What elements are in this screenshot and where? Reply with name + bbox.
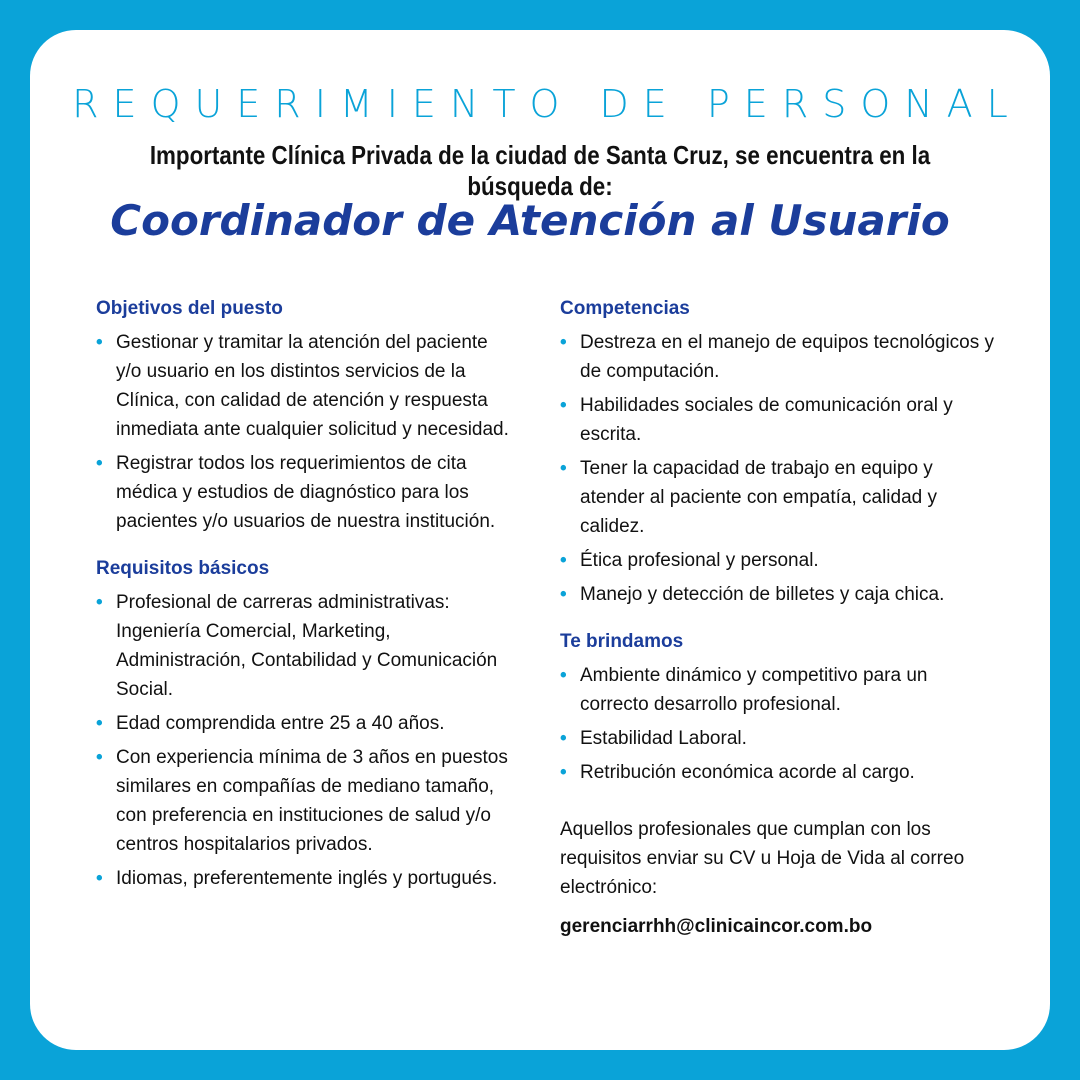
- list-item: [560, 580, 1000, 609]
- contact-email[interactable]: gerenciarrhh@clinicaincor.com.bo: [560, 916, 873, 937]
- list-item: [96, 588, 516, 704]
- list-item: [560, 546, 1000, 575]
- bullet-icon: •: [96, 868, 103, 889]
- bullet-icon: •: [96, 747, 103, 768]
- objectives-heading: Objetivos del puesto: [96, 298, 283, 319]
- list-item-text: Tener la capacidad de trabajo en equipo y atender al paciente con empatía, calidad y calidez.: [580, 458, 938, 537]
- bullet-icon: •: [96, 713, 103, 734]
- requirements-heading: Requisitos básicos: [96, 558, 270, 579]
- list-item: [96, 864, 516, 893]
- benefits-list: [560, 661, 1000, 787]
- list-item-text: Con experiencia mínima de 3 años en puestos similares en compañías de mediano tamaño, con preferencia en instituciones de salud y/o centros hospitalarios privados.: [116, 747, 508, 855]
- list-item: [96, 743, 516, 859]
- list-item-text: Gestionar y tramitar la atención del paciente y/o usuario en los distintos servicios de la Clínica, con calidad de atención y respuesta inmediata ante cualquier solicitud y necesidad.: [116, 332, 509, 440]
- right-column: [560, 298, 1000, 938]
- list-item: [560, 724, 1000, 753]
- bullet-icon: •: [560, 665, 567, 686]
- list-item: [560, 661, 1000, 719]
- bullet-icon: •: [560, 395, 567, 416]
- bullet-icon: •: [560, 458, 567, 479]
- benefits-heading: Te brindamos: [560, 631, 684, 652]
- bullet-icon: •: [560, 584, 567, 605]
- bullet-icon: •: [560, 332, 567, 353]
- list-item-text: Profesional de carreras administrativas: Ingeniería Comercial, Marketing, Administración, Contabilidad y Comunicación Social.: [116, 592, 498, 700]
- bullet-icon: •: [96, 332, 103, 353]
- list-item-text: Destreza en el manejo de equipos tecnológicos y de computación.: [580, 332, 995, 382]
- list-item: [560, 391, 1000, 449]
- bullet-icon: •: [560, 550, 567, 571]
- job-title: Coordinador de Atención al Usuario: [110, 196, 950, 245]
- list-item: [96, 709, 516, 738]
- bullet-icon: •: [560, 728, 567, 749]
- requirements-list: [96, 588, 516, 893]
- list-item-text: Retribución económica acorde al cargo.: [580, 762, 915, 783]
- list-item-text: Ambiente dinámico y competitivo para un correcto desarrollo profesional.: [580, 665, 928, 715]
- objectives-list: [96, 328, 516, 536]
- list-item: [96, 449, 516, 536]
- list-item: [96, 328, 516, 444]
- list-item: [560, 454, 1000, 541]
- bullet-icon: •: [96, 592, 103, 613]
- intro-text: Importante Clínica Privada de la ciudad de Santa Cruz, se encuentra en la búsqueda de:: [149, 140, 931, 201]
- competencies-list: [560, 328, 1000, 609]
- list-item-text: Idiomas, preferentemente inglés y portugués.: [116, 868, 498, 889]
- left-column: [96, 298, 516, 915]
- list-item-text: Estabilidad Laboral.: [580, 728, 747, 749]
- job-posting-card: [30, 30, 1050, 1050]
- list-item: [560, 758, 1000, 787]
- bullet-icon: •: [96, 453, 103, 474]
- list-item: [560, 328, 1000, 386]
- list-item-text: Edad comprendida entre 25 a 40 años.: [116, 713, 445, 734]
- list-item-text: Ética profesional y personal.: [580, 550, 819, 571]
- bullet-icon: •: [560, 762, 567, 783]
- list-item-text: Habilidades sociales de comunicación oral y escrita.: [580, 395, 953, 445]
- contact-text: Aquellos profesionales que cumplan con los requisitos enviar su CV u Hoja de Vida al correo electrónico:: [560, 819, 965, 898]
- page-title: REQUERIMIENTO DE PERSONAL: [72, 82, 1022, 126]
- competencies-heading: Competencias: [560, 298, 690, 319]
- list-item-text: Manejo y detección de billetes y caja chica.: [580, 584, 945, 605]
- list-item-text: Registrar todos los requerimientos de cita médica y estudios de diagnóstico para los pacientes y/o usuarios de nuestra institución.: [116, 453, 496, 532]
